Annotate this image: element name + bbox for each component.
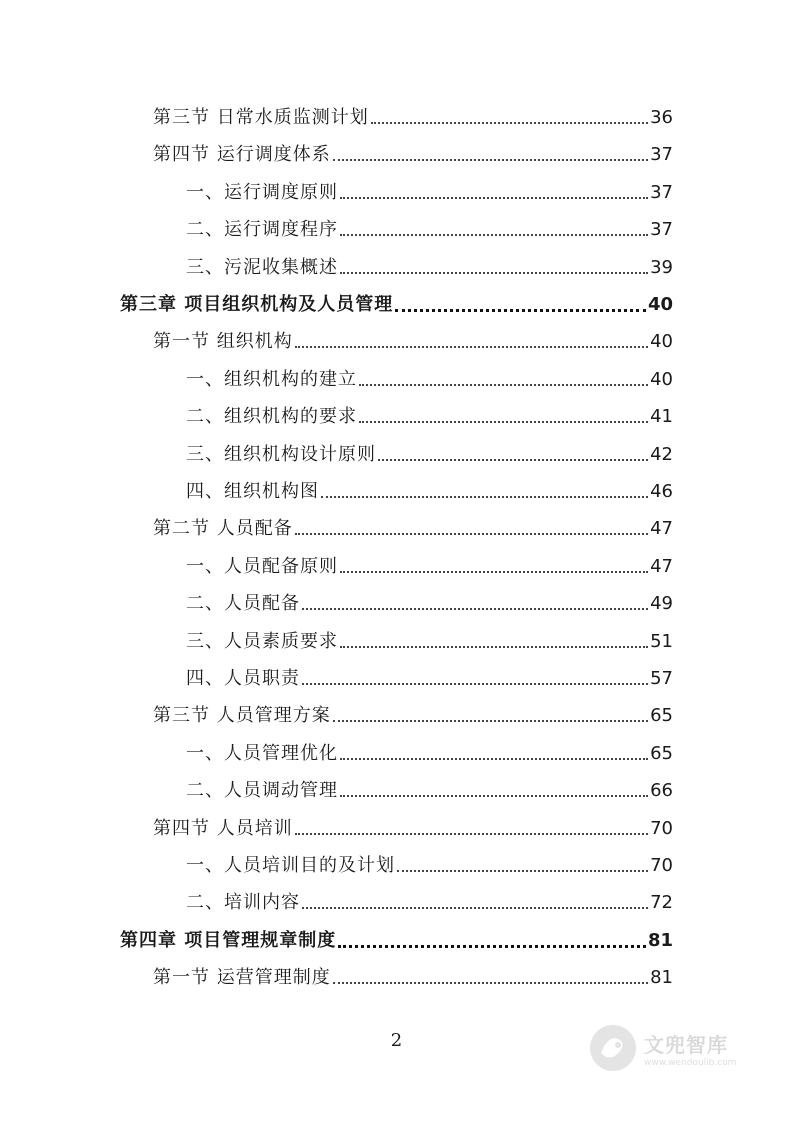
toc-dot-leader (302, 683, 648, 685)
toc-entry-page: 49 (650, 593, 673, 615)
toc-entry-label: 第一节 运营管理制度 (153, 967, 331, 989)
toc-entry-page: 37 (650, 219, 673, 241)
toc-entry-page: 81 (650, 967, 673, 989)
toc-entry-label: 二、人员配备 (186, 593, 300, 615)
toc-entry-page: 37 (650, 144, 673, 166)
toc-dot-leader (359, 421, 648, 423)
toc-entry-page: 72 (650, 892, 673, 914)
toc-entry-label: 二、运行调度程序 (186, 219, 338, 241)
toc-dot-leader (338, 945, 646, 948)
toc-entry-label: 一、组织机构的建立 (186, 368, 357, 390)
toc-dot-leader (302, 608, 648, 610)
toc-section-entry[interactable] (153, 704, 673, 728)
toc-entry-label: 二、培训内容 (186, 892, 300, 914)
toc-dot-leader (333, 159, 648, 161)
toc-subsection-entry[interactable] (186, 480, 673, 504)
toc-dot-leader (378, 459, 648, 461)
toc-dot-leader (333, 982, 648, 984)
toc-dot-leader (295, 833, 648, 835)
page-number: 2 (390, 1030, 403, 1051)
toc-dot-leader (340, 758, 648, 760)
watermark-title: 文兜智库 (644, 1032, 728, 1057)
toc-entry-label: 三、人员素质要求 (186, 630, 338, 652)
toc-dot-leader (397, 870, 648, 872)
toc-chapter-entry[interactable] (120, 293, 673, 317)
toc-dot-leader (295, 533, 648, 535)
toc-entry-page: 70 (650, 817, 673, 839)
toc-subsection-entry[interactable] (186, 443, 673, 467)
toc-entry-page: 47 (650, 518, 673, 540)
toc-entry-page: 40 (647, 294, 673, 315)
toc-entry-label: 第三节 人员管理方案 (153, 705, 331, 727)
toc-entry-page: 51 (650, 630, 673, 652)
toc-section-entry[interactable] (153, 330, 673, 354)
toc-section-entry[interactable] (153, 517, 673, 541)
toc-entry-page: 65 (650, 742, 673, 764)
toc-subsection-entry[interactable] (186, 592, 673, 616)
toc-dot-leader (340, 795, 648, 797)
toc-dot-leader (340, 272, 648, 274)
toc-subsection-entry[interactable] (186, 256, 673, 280)
toc-dot-leader (333, 720, 648, 722)
toc-entry-page: 66 (650, 780, 673, 802)
toc-section-entry[interactable] (153, 817, 673, 841)
toc-dot-leader (340, 571, 648, 573)
toc-entry-page: 65 (650, 705, 673, 727)
toc-section-entry[interactable] (153, 106, 673, 130)
toc-entry-label: 四、人员职责 (186, 668, 300, 689)
toc-subsection-entry[interactable] (186, 630, 673, 654)
toc-entry-label: 四、组织机构图 (186, 481, 319, 502)
toc-entry-page: 57 (650, 668, 673, 689)
toc-subsection-entry[interactable] (186, 368, 673, 392)
toc-dot-leader (340, 234, 648, 236)
toc-entry-label: 第三节 日常水质监测计划 (153, 107, 369, 128)
toc-subsection-entry[interactable] (186, 891, 673, 915)
toc-subsection-entry[interactable] (186, 218, 673, 242)
toc-dot-leader (321, 496, 648, 498)
toc-entry-page: 46 (650, 481, 673, 502)
toc-dot-leader (371, 122, 648, 124)
toc-entry-label: 一、人员培训目的及计划 (186, 855, 395, 876)
toc-subsection-entry[interactable] (186, 779, 673, 803)
toc-subsection-entry[interactable] (186, 667, 673, 691)
toc-entry-label: 第四章 项目管理规章制度 (120, 929, 337, 951)
toc-subsection-entry[interactable] (186, 405, 673, 429)
toc-entry-label: 三、组织机构设计原则 (186, 443, 376, 465)
toc-entry-page: 47 (650, 555, 673, 577)
toc-dot-leader (302, 907, 648, 909)
toc-entry-page: 36 (650, 107, 673, 128)
toc-entry-label: 第四节 运行调度体系 (153, 144, 331, 166)
toc-entry-label: 二、组织机构的要求 (186, 406, 357, 428)
toc-entry-label: 三、污泥收集概述 (186, 256, 338, 278)
toc-dot-leader (295, 346, 648, 348)
toc-entry-label: 第一节 组织机构 (153, 331, 293, 353)
toc-entry-page: 40 (650, 368, 673, 390)
toc-subsection-entry[interactable] (186, 854, 673, 878)
toc-entry-page: 42 (650, 443, 673, 465)
toc-entry-label: 一、人员配备原则 (186, 555, 338, 577)
watermark-url: www.wendoulib.com (644, 1057, 737, 1068)
toc-entry-label: 一、运行调度原则 (186, 181, 338, 203)
toc-entry-label: 第三章 项目组织机构及人员管理 (120, 294, 394, 315)
toc-entry-page: 41 (650, 406, 673, 428)
toc-section-entry[interactable] (153, 966, 673, 990)
toc-entry-page: 70 (650, 855, 673, 876)
toc-subsection-entry[interactable] (186, 742, 673, 766)
toc-entry-page: 40 (650, 331, 673, 353)
toc-entry-label: 一、人员管理优化 (186, 742, 338, 764)
toc-entry-page: 37 (650, 181, 673, 203)
toc-dot-leader (395, 309, 646, 312)
toc-subsection-entry[interactable] (186, 181, 673, 205)
toc-entry-label: 第四节 人员培训 (153, 817, 293, 839)
toc-entry-label: 第二节 人员配备 (153, 518, 293, 540)
toc-entry-label: 二、人员调动管理 (186, 780, 338, 802)
toc-chapter-entry[interactable] (120, 929, 673, 953)
toc-entry-page: 81 (647, 929, 673, 951)
toc-section-entry[interactable] (153, 143, 673, 167)
toc-dot-leader (340, 197, 648, 199)
toc-subsection-entry[interactable] (186, 555, 673, 579)
toc-entry-page: 39 (650, 256, 673, 278)
toc-dot-leader (340, 646, 648, 648)
wendou-logo-icon (588, 1023, 638, 1073)
toc-dot-leader (359, 384, 648, 386)
watermark (588, 1020, 758, 1076)
